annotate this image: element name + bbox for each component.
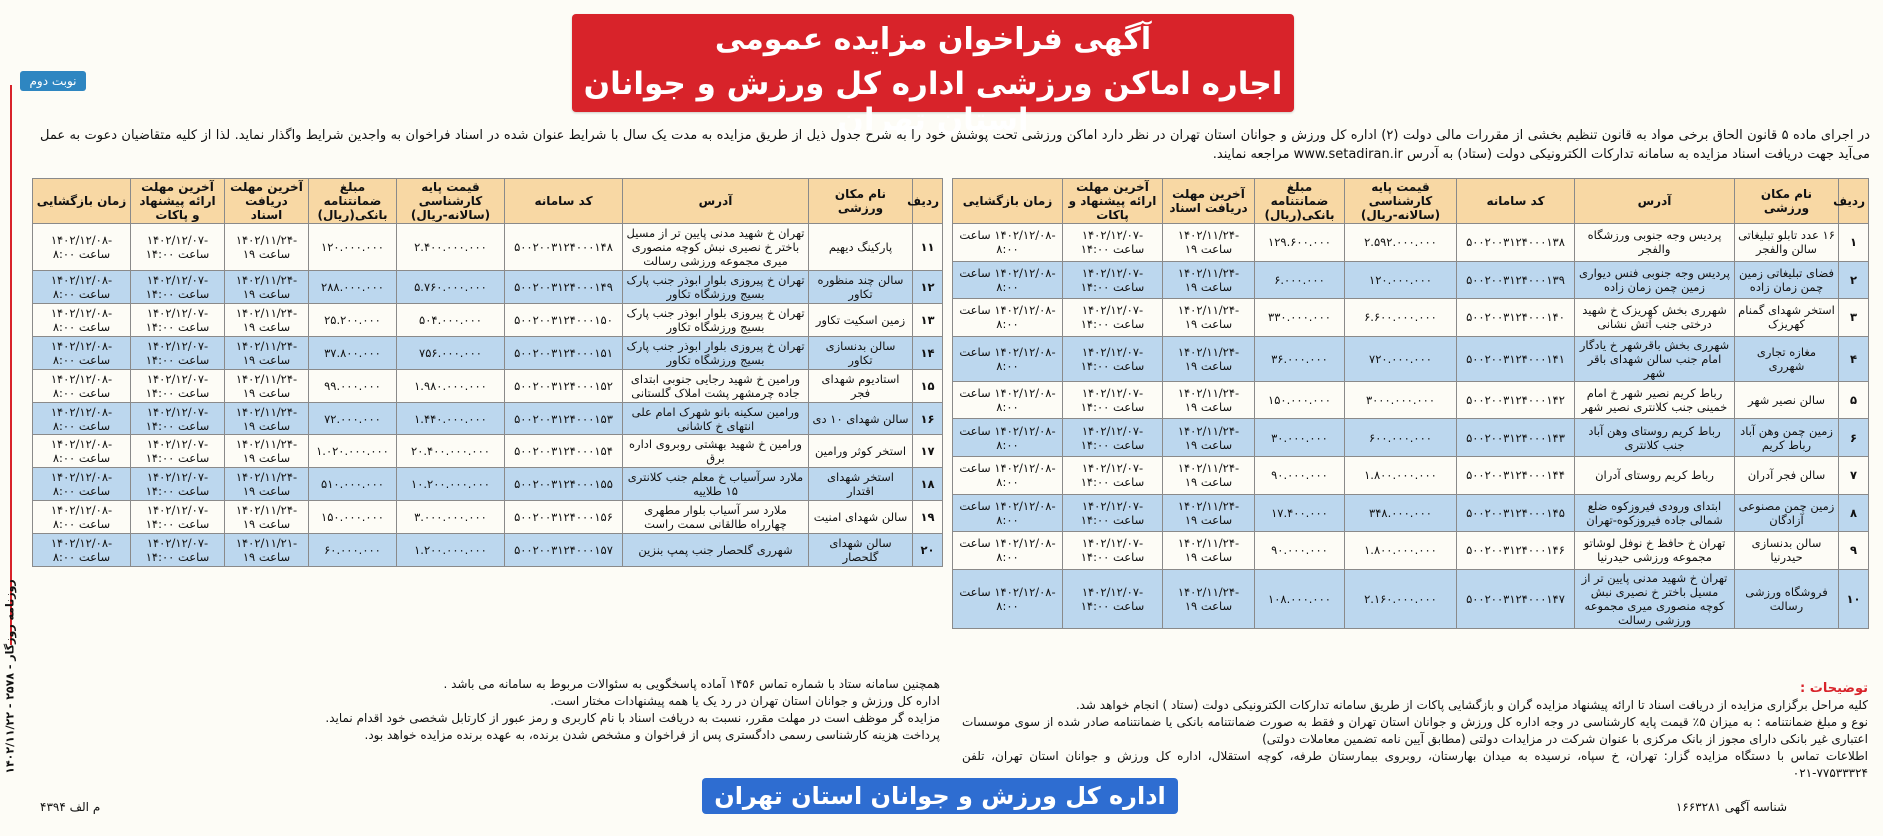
cell-doc-deadline: -۱۴۰۲/۱۱/۲۴ ساعت ۱۹	[225, 224, 309, 271]
cell-name: پارکینگ دیهیم	[809, 224, 913, 271]
table-right	[952, 178, 1869, 629]
cell-address: تهران خ پیروزی بلوار ابوذر جنب پارک بسیج ورزشگاه تکاور	[623, 336, 809, 369]
cell-code: ۵۰۰۲۰۰۳۱۲۴۰۰۰۱۴۵	[1457, 494, 1575, 532]
cell-code: ۵۰۰۲۰۰۳۱۲۴۰۰۰۱۵۰	[505, 303, 623, 336]
cell-doc-deadline: -۱۴۰۲/۱۱/۲۴ ساعت ۱۹	[1163, 456, 1255, 494]
cell-doc-deadline: -۱۴۰۲/۱۱/۲۴ ساعت ۱۹	[225, 303, 309, 336]
cell-offer-deadline: -۱۴۰۲/۱۲/۰۷ ساعت ۱۴:۰۰	[1063, 456, 1163, 494]
cell-row: ۲۰	[913, 534, 943, 567]
cell-row: ۸	[1839, 494, 1869, 532]
cell-guarantee: ۱۷.۴۰۰.۰۰۰	[1255, 494, 1345, 532]
notes-left	[40, 676, 940, 744]
ad-code: م الف ۴۳۹۴	[40, 800, 101, 814]
table-row	[33, 224, 943, 271]
cell-address: رباط کریم روستای وهن آباد جنب کلانتری	[1575, 419, 1735, 457]
cell-base-price: ۲.۱۶۰.۰۰۰.۰۰۰	[1345, 569, 1457, 628]
cell-address: تهران خ پیروزی بلوار ابوذر جنب پارک بسیج ورزشگاه تکاور	[623, 271, 809, 304]
header-code: کد سامانه	[505, 179, 623, 224]
cell-guarantee: ۱۵۰.۰۰۰.۰۰۰	[1255, 381, 1345, 419]
cell-name: فروشگاه ورزشی رسالت	[1735, 569, 1839, 628]
cell-code: ۵۰۰۲۰۰۳۱۲۴۰۰۰۱۵۵	[505, 468, 623, 501]
cell-guarantee: ۶.۰۰۰.۰۰۰	[1255, 261, 1345, 299]
cell-guarantee: ۷۲.۰۰۰.۰۰۰	[309, 402, 397, 435]
cell-doc-deadline: -۱۴۰۲/۱۱/۲۴ ساعت ۱۹	[225, 501, 309, 534]
note-line: مزایده گر موظف است در مهلت مقرر، نسبت به دریافت اسناد با نام کاربری و رمز عبور از کارتابل شخصی خود اقدام نماید.	[325, 711, 940, 725]
cell-name: سالن شهدای ۱۰ دی	[809, 402, 913, 435]
cell-offer-deadline: -۱۴۰۲/۱۲/۰۷ ساعت ۱۴:۰۰	[1063, 569, 1163, 628]
cell-address: تهران خ پیروزی بلوار ابوذر جنب پارک بسیج ورزشگاه تکاور	[623, 303, 809, 336]
header-base-price: قیمت پایه کارشناسی (سالانه-ریال)	[397, 179, 505, 224]
cell-name: ۱۶ عدد تابلو تبلیغاتی سالن والفجر	[1735, 224, 1839, 262]
cell-address: تهران خ حافظ خ نوفل لوشاتو مجموعه ورزشی حیدرنیا	[1575, 532, 1735, 570]
cell-row: ۱۷	[913, 435, 943, 468]
cell-row: ۱	[1839, 224, 1869, 262]
cell-name: سالن نصیر شهر	[1735, 381, 1839, 419]
cell-code: ۵۰۰۲۰۰۳۱۲۴۰۰۰۱۴۳	[1457, 419, 1575, 457]
cell-base-price: ۵.۷۶۰.۰۰۰.۰۰۰	[397, 271, 505, 304]
table-row	[953, 224, 1869, 262]
cell-code: ۵۰۰۲۰۰۳۱۲۴۰۰۰۱۴۸	[505, 224, 623, 271]
cell-name: استادیوم شهدای فجر	[809, 369, 913, 402]
table-left	[32, 178, 943, 567]
table-row	[33, 501, 943, 534]
cell-base-price: ۱.۴۴۰.۰۰۰.۰۰۰	[397, 402, 505, 435]
table-row	[33, 369, 943, 402]
cell-name: استخر شهدای گمنام کهریزک	[1735, 299, 1839, 337]
cell-doc-deadline: -۱۴۰۲/۱۱/۲۴ ساعت ۱۹	[1163, 381, 1255, 419]
cell-address: تهران خ شهید مدنی پایین تر از مسیل باختر خ نصیری نبش کوچه منصوری میری مجموعه ورزشی رسالت	[1575, 569, 1735, 628]
cell-row: ۵	[1839, 381, 1869, 419]
header-address: آدرس	[623, 179, 809, 224]
side-strip	[0, 560, 18, 800]
cell-code: ۵۰۰۲۰۰۳۱۲۴۰۰۰۱۴۴	[1457, 456, 1575, 494]
notes-heading: توضیحات :	[1800, 681, 1868, 696]
ad-id: شناسه آگهی ۱۶۶۳۲۸۱	[1675, 800, 1787, 814]
cell-guarantee: ۶۰.۰۰۰.۰۰۰	[309, 534, 397, 567]
cell-guarantee: ۳۷.۸۰۰.۰۰۰	[309, 336, 397, 369]
cell-base-price: ۱۲۰.۰۰۰.۰۰۰	[1345, 261, 1457, 299]
cell-base-price: ۶.۶۰۰.۰۰۰.۰۰۰	[1345, 299, 1457, 337]
cell-doc-deadline: -۱۴۰۲/۱۱/۲۴ ساعت ۱۹	[1163, 419, 1255, 457]
table-row	[33, 336, 943, 369]
cell-base-price: ۵۰۴.۰۰۰.۰۰۰	[397, 303, 505, 336]
table-header-row	[33, 179, 943, 224]
cell-name: سالن فجر آدران	[1735, 456, 1839, 494]
cell-row: ۲	[1839, 261, 1869, 299]
cell-code: ۵۰۰۲۰۰۳۱۲۴۰۰۰۱۴۶	[1457, 532, 1575, 570]
cell-base-price: ۳۰۰۰.۰۰۰.۰۰۰	[1345, 381, 1457, 419]
cell-name: سالن شهدای امنیت	[809, 501, 913, 534]
cell-opening: -۱۴۰۲/۱۲/۰۸ ساعت ۸:۰۰	[33, 501, 131, 534]
title-line-2: اجاره اماکن ورزشی اداره کل ورزش و جوانان استان تهران	[583, 66, 1283, 138]
cell-guarantee: ۱.۰۲۰.۰۰۰.۰۰۰	[309, 435, 397, 468]
cell-name: زمین اسکیت تکاور	[809, 303, 913, 336]
cell-opening: -۱۴۰۲/۱۲/۰۸ ساعت ۸:۰۰	[953, 532, 1063, 570]
cell-code: ۵۰۰۲۰۰۳۱۲۴۰۰۰۱۵۴	[505, 435, 623, 468]
note-line: اطلاعات تماس با دستگاه مزایده گزار: تهران، خ سپاه، نرسیده به میدان بهارستان، روبروی بیمارستان طرفه، کوچه استقلال، اداره کل ورزش و جوانان استان تهران، تلفن ۷۷۵۳۳۳۲۴-۰۲۱	[962, 749, 1868, 780]
cell-guarantee: ۱۲۹.۶۰۰.۰۰۰	[1255, 224, 1345, 262]
note-line: پرداخت هزینه کارشناسی رسمی دادگستری پس از فراخوان و مشخص شدن برنده، به عهده برنده مزایده خواهد بود.	[364, 728, 940, 742]
cell-row: ۱۹	[913, 501, 943, 534]
header-guarantee: مبلغ ضمانتنامه بانکی(ریال)	[1255, 179, 1345, 224]
cell-guarantee: ۳۳۰.۰۰۰.۰۰۰	[1255, 299, 1345, 337]
cell-offer-deadline: -۱۴۰۲/۱۲/۰۷ ساعت ۱۴:۰۰	[131, 402, 225, 435]
cell-offer-deadline: -۱۴۰۲/۱۲/۰۷ ساعت ۱۴:۰۰	[1063, 381, 1163, 419]
header-offer-deadline: آخرین مهلت ارائه پیشنهاد و پاکات	[1063, 179, 1163, 224]
cell-code: ۵۰۰۲۰۰۳۱۲۴۰۰۰۱۴۹	[505, 271, 623, 304]
cell-base-price: ۲.۴۰۰.۰۰۰.۰۰۰	[397, 224, 505, 271]
cell-doc-deadline: -۱۴۰۲/۱۱/۲۴ ساعت ۱۹	[225, 435, 309, 468]
cell-opening: -۱۴۰۲/۱۲/۰۸ ساعت ۸:۰۰	[33, 468, 131, 501]
cell-guarantee: ۳۶.۰۰۰.۰۰۰	[1255, 336, 1345, 381]
header-name: نام مکان ورزشی	[1735, 179, 1839, 224]
header-guarantee: مبلغ ضمانتنامه بانکی(ریال)	[309, 179, 397, 224]
cell-row: ۱۸	[913, 468, 943, 501]
header-doc-deadline: آخرین مهلت دریافت اسناد	[1163, 179, 1255, 224]
cell-opening: -۱۴۰۲/۱۲/۰۸ ساعت ۸:۰۰	[33, 402, 131, 435]
table-row	[953, 261, 1869, 299]
cell-code: ۵۰۰۲۰۰۳۱۲۴۰۰۰۱۳۸	[1457, 224, 1575, 262]
cell-offer-deadline: -۱۴۰۲/۱۲/۰۷ ساعت ۱۴:۰۰	[131, 303, 225, 336]
cell-row: ۱۲	[913, 271, 943, 304]
cell-row: ۱۶	[913, 402, 943, 435]
cell-guarantee: ۹۰.۰۰۰.۰۰۰	[1255, 456, 1345, 494]
cell-guarantee: ۲۵.۲۰۰.۰۰۰	[309, 303, 397, 336]
cell-code: ۵۰۰۲۰۰۳۱۲۴۰۰۰۱۴۱	[1457, 336, 1575, 381]
table-row	[33, 435, 943, 468]
table-row	[953, 419, 1869, 457]
table-row	[953, 569, 1869, 628]
table-row	[953, 456, 1869, 494]
cell-address: ملارد سر آسیاب بلوار مطهری چهارراه طالقانی سمت راست	[623, 501, 809, 534]
cell-base-price: ۷۲۰.۰۰۰.۰۰۰	[1345, 336, 1457, 381]
cell-doc-deadline: -۱۴۰۲/۱۱/۲۴ ساعت ۱۹	[225, 402, 309, 435]
title-banner	[572, 14, 1294, 138]
intro-paragraph: در اجرای ماده ۵ قانون الحاق برخی مواد به قانون تنظیم بخشی از مقررات مالی دولت (۲) اداره کل ورزش و جوانان استان تهران در نظر دارد اماکن ورزشی تحت پوشش خود را به شرح جدول ذیل از طریق مزایده به مدت یک سال با شرایط عنوان شده در اسناد فراخوان به واجدین شرایط واگذار نماید. لذا از کلیه متقاضیان دعوت به عمل می‌آید جهت دریافت اسناد مزایده به سامانه تدارکات الکترونیکی دولت (ستاد) به آدرس www.setadiran.ir مراجعه نمایند.	[40, 128, 1870, 162]
cell-base-price: ۲۰.۴۰۰.۰۰۰.۰۰۰	[397, 435, 505, 468]
cell-base-price: ۱.۲۰۰.۰۰۰.۰۰۰	[397, 534, 505, 567]
header-opening: زمان بازگشایی	[33, 179, 131, 224]
cell-offer-deadline: -۱۴۰۲/۱۲/۰۷ ساعت ۱۴:۰۰	[1063, 419, 1163, 457]
cell-opening: -۱۴۰۲/۱۲/۰۸ ساعت ۸:۰۰	[33, 369, 131, 402]
cell-row: ۱۵	[913, 369, 943, 402]
cell-opening: -۱۴۰۲/۱۲/۰۸ ساعت ۸:۰۰	[953, 419, 1063, 457]
cell-opening: -۱۴۰۲/۱۲/۰۸ ساعت ۸:۰۰	[953, 299, 1063, 337]
newspaper-info: روزنامه روزگار - ۲۵۷۸ - ۱۴۰۲/۱۱/۲۲	[3, 579, 17, 774]
cell-guarantee: ۱۲۰.۰۰۰.۰۰۰	[309, 224, 397, 271]
round-badge: نوبت دوم	[20, 71, 86, 91]
cell-opening: -۱۴۰۲/۱۲/۰۸ ساعت ۸:۰۰	[33, 534, 131, 567]
note-line: همچنین سامانه ستاد با شماره تماس ۱۴۵۶ آماده پاسخگویی به سئوالات مربوط به سامانه می باشد .	[443, 677, 940, 691]
cell-base-price: ۳۴۸.۰۰۰.۰۰۰	[1345, 494, 1457, 532]
cell-address: شهرری بخش باقرشهر خ یادگار امام جنب سالن شهدای باقر شهر	[1575, 336, 1735, 381]
cell-guarantee: ۹۰.۰۰۰.۰۰۰	[1255, 532, 1345, 570]
cell-base-price: ۳.۰۰۰.۰۰۰.۰۰۰	[397, 501, 505, 534]
cell-row: ۱۰	[1839, 569, 1869, 628]
cell-doc-deadline: -۱۴۰۲/۱۱/۲۴ ساعت ۱۹	[225, 271, 309, 304]
cell-guarantee: ۲۸۸.۰۰۰.۰۰۰	[309, 271, 397, 304]
cell-offer-deadline: -۱۴۰۲/۱۲/۰۷ ساعت ۱۴:۰۰	[131, 271, 225, 304]
cell-code: ۵۰۰۲۰۰۳۱۲۴۰۰۰۱۴۷	[1457, 569, 1575, 628]
cell-address: رباط کریم نصیر شهر خ امام خمینی جنب کلانتری نصیر شهر	[1575, 381, 1735, 419]
header-doc-deadline: آخرین مهلت دریافت اسناد	[225, 179, 309, 224]
cell-address: ورامین خ شهید بهشتی روبروی اداره برق	[623, 435, 809, 468]
header-address: آدرس	[1575, 179, 1735, 224]
cell-guarantee: ۱۰۸.۰۰۰.۰۰۰	[1255, 569, 1345, 628]
cell-address: پردیس وجه جنوبی ورزشگاه والفجر	[1575, 224, 1735, 262]
cell-offer-deadline: -۱۴۰۲/۱۲/۰۷ ساعت ۱۴:۰۰	[1063, 224, 1163, 262]
cell-opening: -۱۴۰۲/۱۲/۰۸ ساعت ۸:۰۰	[953, 224, 1063, 262]
cell-guarantee: ۵۱۰.۰۰۰.۰۰۰	[309, 468, 397, 501]
cell-offer-deadline: -۱۴۰۲/۱۲/۰۷ ساعت ۱۴:۰۰	[1063, 336, 1163, 381]
table-row	[33, 534, 943, 567]
cell-base-price: ۱.۹۸۰.۰۰۰.۰۰۰	[397, 369, 505, 402]
header-name: نام مکان ورزشی	[809, 179, 913, 224]
cell-offer-deadline: -۱۴۰۲/۱۲/۰۷ ساعت ۱۴:۰۰	[1063, 494, 1163, 532]
cell-opening: -۱۴۰۲/۱۲/۰۸ ساعت ۸:۰۰	[953, 569, 1063, 628]
cell-name: سالن بدنسازی تکاور	[809, 336, 913, 369]
footer-org-banner: اداره کل ورزش و جوانان استان تهران	[702, 778, 1178, 814]
cell-address: شهرری گلحصار جنب پمپ بنزین	[623, 534, 809, 567]
cell-base-price: ۲.۵۹۲.۰۰۰.۰۰۰	[1345, 224, 1457, 262]
table-row	[953, 494, 1869, 532]
cell-guarantee: ۳۰.۰۰۰.۰۰۰	[1255, 419, 1345, 457]
cell-offer-deadline: -۱۴۰۲/۱۲/۰۷ ساعت ۱۴:۰۰	[131, 336, 225, 369]
cell-base-price: ۶۰۰.۰۰۰.۰۰۰	[1345, 419, 1457, 457]
cell-offer-deadline: -۱۴۰۲/۱۲/۰۷ ساعت ۱۴:۰۰	[131, 435, 225, 468]
cell-offer-deadline: -۱۴۰۲/۱۲/۰۷ ساعت ۱۴:۰۰	[131, 369, 225, 402]
note-line: کلیه مراحل برگزاری مزایده از دریافت اسناد تا ارائه پیشنهاد مزایده گران و بازگشایی پاکات از طریق سامانه تدارکات الکترونیکی دولت (ستاد ) انجام خواهد شد.	[1075, 698, 1868, 712]
cell-base-price: ۷۵۶.۰۰۰.۰۰۰	[397, 336, 505, 369]
cell-address: ملارد سرآسیاب خ معلم جنب کلانتری ۱۵ طلاییه	[623, 468, 809, 501]
cell-offer-deadline: -۱۴۰۲/۱۲/۰۷ ساعت ۱۴:۰۰	[1063, 261, 1163, 299]
cell-code: ۵۰۰۲۰۰۳۱۲۴۰۰۰۱۴۰	[1457, 299, 1575, 337]
note-line: اداره کل ورزش و جوانان استان تهران در رد یک یا همه پیشنهادات مختار است.	[550, 694, 940, 708]
cell-code: ۵۰۰۲۰۰۳۱۲۴۰۰۰۱۴۲	[1457, 381, 1575, 419]
cell-code: ۵۰۰۲۰۰۳۱۲۴۰۰۰۱۵۲	[505, 369, 623, 402]
cell-name: استخر شهدای اقتدار	[809, 468, 913, 501]
cell-offer-deadline: -۱۴۰۲/۱۲/۰۷ ساعت ۱۴:۰۰	[131, 224, 225, 271]
cell-row: ۹	[1839, 532, 1869, 570]
cell-name: سالن شهدای گلحصار	[809, 534, 913, 567]
header-code: کد سامانه	[1457, 179, 1575, 224]
cell-doc-deadline: -۱۴۰۲/۱۱/۲۴ ساعت ۱۹	[1163, 224, 1255, 262]
header-offer-deadline: آخرین مهلت ارائه پیشنهاد و پاکات	[131, 179, 225, 224]
cell-opening: -۱۴۰۲/۱۲/۰۸ ساعت ۸:۰۰	[33, 271, 131, 304]
cell-offer-deadline: -۱۴۰۲/۱۲/۰۷ ساعت ۱۴:۰۰	[1063, 299, 1163, 337]
cell-address: پردیس وجه جنوبی فنس دیواری زمین چمن زمان زاده	[1575, 261, 1735, 299]
cell-opening: -۱۴۰۲/۱۲/۰۸ ساعت ۸:۰۰	[33, 224, 131, 271]
cell-opening: -۱۴۰۲/۱۲/۰۸ ساعت ۸:۰۰	[953, 494, 1063, 532]
cell-doc-deadline: -۱۴۰۲/۱۱/۲۴ ساعت ۱۹	[1163, 494, 1255, 532]
table-row	[33, 303, 943, 336]
cell-offer-deadline: -۱۴۰۲/۱۲/۰۷ ساعت ۱۴:۰۰	[131, 501, 225, 534]
header-base-price: قیمت پایه کارشناسی (سالانه-ریال)	[1345, 179, 1457, 224]
cell-doc-deadline: -۱۴۰۲/۱۱/۲۱ ساعت ۱۹	[225, 534, 309, 567]
cell-name: سالن بدنسازی حیدرنیا	[1735, 532, 1839, 570]
cell-code: ۵۰۰۲۰۰۳۱۲۴۰۰۰۱۵۶	[505, 501, 623, 534]
cell-opening: -۱۴۰۲/۱۲/۰۸ ساعت ۸:۰۰	[33, 435, 131, 468]
table-row	[33, 468, 943, 501]
cell-offer-deadline: -۱۴۰۲/۱۲/۰۷ ساعت ۱۴:۰۰	[1063, 532, 1163, 570]
table-row	[33, 271, 943, 304]
cell-name: زمین چمن وهن آباد رباط کریم	[1735, 419, 1839, 457]
table-row	[33, 402, 943, 435]
header-opening: زمان بازگشایی	[953, 179, 1063, 224]
cell-opening: -۱۴۰۲/۱۲/۰۸ ساعت ۸:۰۰	[953, 261, 1063, 299]
cell-base-price: ۱.۸۰۰.۰۰۰.۰۰۰	[1345, 532, 1457, 570]
table-row	[953, 532, 1869, 570]
cell-doc-deadline: -۱۴۰۲/۱۱/۲۴ ساعت ۱۹	[1163, 261, 1255, 299]
notes-right	[962, 680, 1868, 782]
cell-row: ۱۱	[913, 224, 943, 271]
cell-doc-deadline: -۱۴۰۲/۱۱/۲۴ ساعت ۱۹	[225, 336, 309, 369]
cell-guarantee: ۱۵۰.۰۰۰.۰۰۰	[309, 501, 397, 534]
cell-code: ۵۰۰۲۰۰۳۱۲۴۰۰۰۱۵۷	[505, 534, 623, 567]
cell-opening: -۱۴۰۲/۱۲/۰۸ ساعت ۸:۰۰	[953, 336, 1063, 381]
header-row-num: ردیف	[1839, 179, 1869, 224]
table-row	[953, 299, 1869, 337]
cell-opening: -۱۴۰۲/۱۲/۰۸ ساعت ۸:۰۰	[953, 381, 1063, 419]
cell-code: ۵۰۰۲۰۰۳۱۲۴۰۰۰۱۳۹	[1457, 261, 1575, 299]
cell-offer-deadline: -۱۴۰۲/۱۲/۰۷ ساعت ۱۴:۰۰	[131, 534, 225, 567]
cell-doc-deadline: -۱۴۰۲/۱۱/۲۴ ساعت ۱۹	[1163, 336, 1255, 381]
cell-offer-deadline: -۱۴۰۲/۱۲/۰۷ ساعت ۱۴:۰۰	[131, 468, 225, 501]
cell-address: ابتدای ورودی فیروزکوه ضلع شمالی جاده فیروزکوه-تهران	[1575, 494, 1735, 532]
cell-row: ۷	[1839, 456, 1869, 494]
cell-name: فضای تبلیغاتی زمین چمن زمان زاده	[1735, 261, 1839, 299]
title-line-1: آگهی فراخوان مزایده عمومی	[714, 22, 1152, 57]
cell-address: ورامین سکینه بانو شهرک امام علی انتهای خ کاشانی	[623, 402, 809, 435]
cell-code: ۵۰۰۲۰۰۳۱۲۴۰۰۰۱۵۳	[505, 402, 623, 435]
cell-row: ۳	[1839, 299, 1869, 337]
cell-doc-deadline: -۱۴۰۲/۱۱/۲۴ ساعت ۱۹	[225, 468, 309, 501]
cell-row: ۱۴	[913, 336, 943, 369]
cell-opening: -۱۴۰۲/۱۲/۰۸ ساعت ۸:۰۰	[33, 336, 131, 369]
table-row	[953, 381, 1869, 419]
cell-row: ۶	[1839, 419, 1869, 457]
cell-code: ۵۰۰۲۰۰۳۱۲۴۰۰۰۱۵۱	[505, 336, 623, 369]
cell-address: تهران خ شهید مدنی پایین تر از مسیل باختر خ نصیری نبش کوچه منصوری میری مجموعه ورزشی رسالت	[623, 224, 809, 271]
cell-doc-deadline: -۱۴۰۲/۱۱/۲۴ ساعت ۱۹	[1163, 569, 1255, 628]
cell-row: ۴	[1839, 336, 1869, 381]
cell-address: شهرری بخش کهریزک خ شهید درختی جنب آتش نشانی	[1575, 299, 1735, 337]
cell-name: مغازه تجاری شهرری	[1735, 336, 1839, 381]
cell-opening: -۱۴۰۲/۱۲/۰۸ ساعت ۸:۰۰	[33, 303, 131, 336]
note-line: نوع و مبلغ ضمانتنامه : به میزان ۵٪ قیمت پایه کارشناسی در وجه اداره کل ورزش و جوانان استان تهران و فقط به صورت ضمانتنامه بانکی یا ضمانتنامه صادر شده از سوی موسسات اعتباری غیر بانکی دارای مجوز از بانک مرکزی با عنوان شرکت در مزایدات دولتی (مطابق آیین نامه تضمین معاملات دولتی)	[962, 715, 1868, 746]
cell-base-price: ۱.۸۰۰.۰۰۰.۰۰۰	[1345, 456, 1457, 494]
table-header-row	[953, 179, 1869, 224]
header-row-num: ردیف	[913, 179, 943, 224]
cell-address: رباط کریم روستای آدران	[1575, 456, 1735, 494]
cell-doc-deadline: -۱۴۰۲/۱۱/۲۴ ساعت ۱۹	[1163, 532, 1255, 570]
cell-row: ۱۳	[913, 303, 943, 336]
cell-name: استخر کوثر ورامین	[809, 435, 913, 468]
cell-opening: -۱۴۰۲/۱۲/۰۸ ساعت ۸:۰۰	[953, 456, 1063, 494]
cell-doc-deadline: -۱۴۰۲/۱۱/۲۴ ساعت ۱۹	[225, 369, 309, 402]
cell-address: ورامین خ شهید رجایی جنوبی ابتدای جاده چرمشهر پشت املاک گلستانی	[623, 369, 809, 402]
cell-base-price: ۱۰.۲۰۰.۰۰۰.۰۰۰	[397, 468, 505, 501]
cell-name: زمین چمن مصنوعی آزادگان	[1735, 494, 1839, 532]
cell-doc-deadline: -۱۴۰۲/۱۱/۲۴ ساعت ۱۹	[1163, 299, 1255, 337]
table-row	[953, 336, 1869, 381]
cell-guarantee: ۹۹.۰۰۰.۰۰۰	[309, 369, 397, 402]
cell-name: سالن چند منظوره تکاور	[809, 271, 913, 304]
